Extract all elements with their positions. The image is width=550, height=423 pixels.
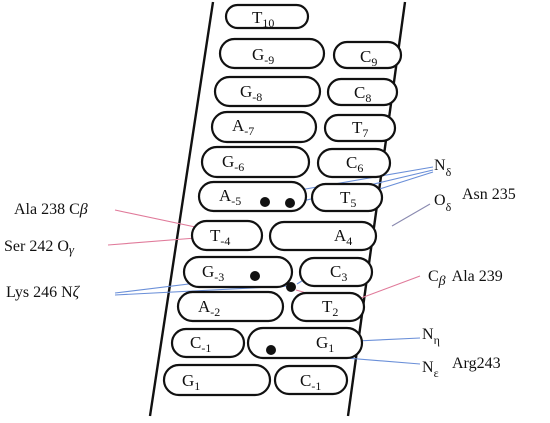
base-letter: C <box>346 153 358 172</box>
base-letter: T <box>352 118 363 137</box>
base-index: 10 <box>262 16 275 30</box>
label-n-delta: $N_\delta$ <box>434 157 452 179</box>
base-index: -2 <box>210 305 221 319</box>
base-index: 4 <box>346 234 353 248</box>
base-index: 5 <box>350 196 357 210</box>
base-index: 3 <box>341 270 348 284</box>
contact-dot-c3 <box>286 282 296 292</box>
base-letter: G <box>202 262 215 281</box>
base-letter: C <box>360 47 372 66</box>
base-index: 1 <box>328 341 335 355</box>
base-index: -7 <box>244 124 255 138</box>
base-pill-G-6 <box>202 147 309 177</box>
base-index: -8 <box>252 90 263 104</box>
base-index: -1 <box>201 341 212 355</box>
base-index: 7 <box>362 126 369 140</box>
base-letter: C <box>354 83 366 102</box>
base-letter: G <box>316 333 329 352</box>
base-index: -6 <box>234 160 245 174</box>
base-pill-G1 <box>164 365 270 395</box>
base-pill-A-7 <box>212 112 316 142</box>
base-letter: T <box>252 8 263 27</box>
contact-line-ala238 <box>115 210 200 228</box>
base-index: 1 <box>194 379 201 393</box>
base-letter: C <box>330 262 342 281</box>
label-o-delta: $O_\delta$ <box>434 192 452 214</box>
base-letter: G <box>222 152 235 171</box>
base-letter: G <box>252 45 265 64</box>
base-pill-G-8 <box>215 77 320 106</box>
label-arg243: Arg243 <box>452 355 501 372</box>
base-letter: T <box>340 188 351 207</box>
base-index: -9 <box>264 53 275 67</box>
contact-dot-g3 <box>250 271 260 281</box>
base-index: -3 <box>214 270 225 284</box>
contact-dot-a5-2 <box>285 198 295 208</box>
base-index: -4 <box>220 234 231 248</box>
contact-line-ser242 <box>108 238 196 245</box>
base-pill-G1r <box>248 328 362 358</box>
label-ser242: Ser 242 Oγ <box>4 238 75 257</box>
base-pill-G-3 <box>184 257 292 287</box>
base-letter: G <box>182 371 195 390</box>
label-asn235: Asn 235 <box>462 186 516 203</box>
contact-dot-a5-1 <box>260 197 270 207</box>
base-letter: A <box>198 297 211 316</box>
base-letter: C <box>190 333 202 352</box>
label-n-eta: $N_\eta$ <box>422 326 440 347</box>
label-n-eps: $N_\varepsilon$ <box>422 359 439 380</box>
contact-line-odelta <box>392 204 430 226</box>
base-letter: T <box>322 297 333 316</box>
contact-dot-g1 <box>266 345 276 355</box>
base-index: -1 <box>311 379 322 393</box>
base-letter: T <box>210 226 221 245</box>
label-ala239: Cβ Ala 239 <box>428 268 503 289</box>
base-letter: A <box>219 186 232 205</box>
base-letter: G <box>240 82 253 101</box>
base-pill-A-2 <box>178 292 283 321</box>
base-letter: A <box>232 116 245 135</box>
base-index: 6 <box>357 161 364 175</box>
base-index: 9 <box>371 55 378 69</box>
base-letter: C <box>300 371 312 390</box>
base-letter: A <box>334 226 347 245</box>
label-ala238: Ala 238 Cβ <box>14 201 88 218</box>
base-index: -5 <box>231 194 242 208</box>
base-pill-A4 <box>270 222 376 250</box>
label-lys246: Lys 246 Nζ <box>6 284 80 301</box>
base-index: 2 <box>332 305 339 319</box>
base-index: 8 <box>365 91 372 105</box>
